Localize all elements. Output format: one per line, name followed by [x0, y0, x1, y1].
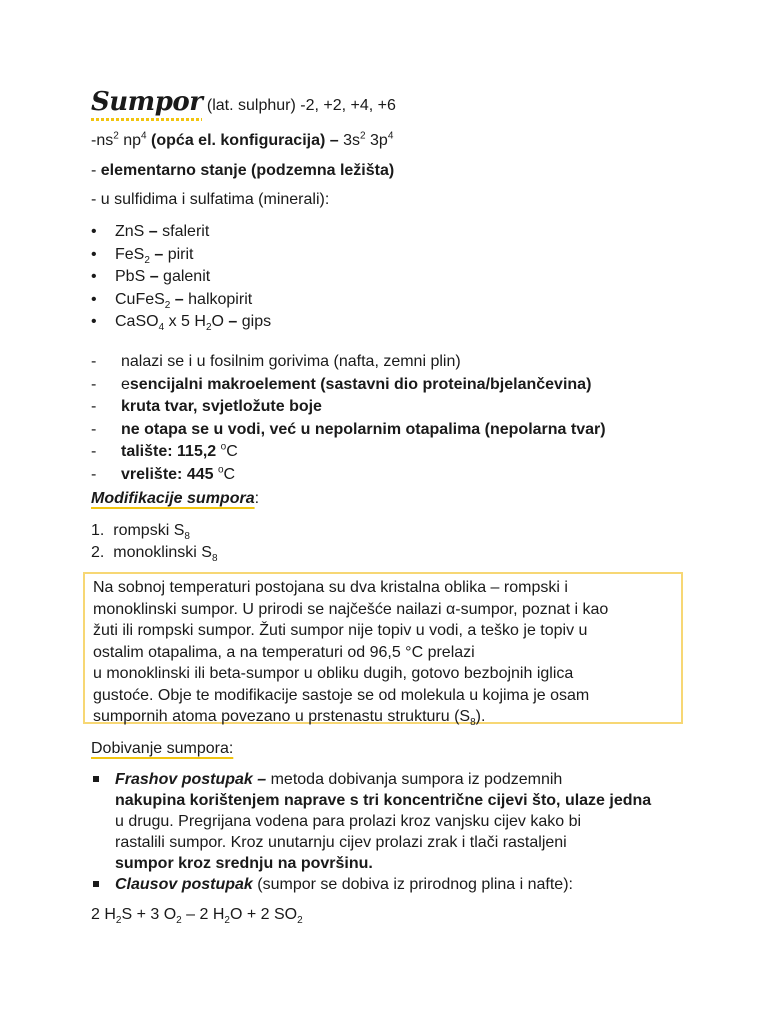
property-item: - esencijalni makroelement (sastavni dio proteina/bjelančevina): [91, 374, 606, 397]
mineral-item: • ZnS – sfalerit: [91, 221, 271, 244]
box-line: sumpornih atoma povezano u prstenastu strukturu $(S_8)$.: [93, 708, 486, 729]
process-name: Frashov postupak –: [115, 771, 267, 788]
property-item: - kruta tvar, svjetložute boje: [91, 396, 606, 419]
mineral-item: • CaSO$_4$ x 5 $H_2O$ – gips: [91, 311, 271, 334]
title-word: Sumpor: [91, 87, 203, 117]
box-line: Na sobnoj temperaturi postojana su dva kristalna oblika – rompski i: [93, 579, 568, 596]
process-name: Clausov postupak: [115, 876, 253, 893]
configuration-line: $-ns^2$ $np^4$ (opća el. konfiguracija) – $3s^2$ $3p^4$: [91, 130, 394, 149]
modifications-list: [91, 520, 218, 564]
mineral-item: • PbS – galenit: [91, 266, 271, 289]
box-line: u monoklinski ili beta-sumpor u obliku dugih, gotovo bezbojnih iglica: [93, 665, 574, 682]
properties-list: [91, 351, 606, 486]
modifications-heading-line: Modifikacije sumpora:: [91, 490, 260, 507]
modification-item: 1. rompski $S_8$: [91, 522, 190, 543]
minerals-list: [91, 221, 271, 334]
property-item: - vrelište: 445 $^o$C: [91, 464, 606, 487]
box-line: žuti ili rompski sumpor. Žuti sumpor nije topiv u vodi, a teško je topiv u: [93, 622, 588, 639]
box-line: ostalim otapalima, a na temperaturi od 96,5 °C prelazi: [93, 643, 475, 661]
modification-item: 2. monoklinski $S_8$: [91, 544, 218, 565]
title-line: [91, 87, 396, 117]
mineral-item: • FeS$_2$ – pirit: [91, 244, 271, 267]
title-rest: (lat. sulphur) -2, +2, +4, +6: [202, 97, 396, 114]
property-item: - ne otapa se u vodi, već u nepolarnim otapalima (nepolarna tvar): [91, 419, 606, 442]
info-box: [83, 572, 683, 729]
property-item: - talište: 115,2 $^o$C: [91, 441, 606, 464]
box-line: gustoće. Obje te modifikacije sastoje se od molekula u kojima je osam: [93, 686, 590, 704]
sulfides-line: - u sulfidima i sulfatima (minerali):: [91, 191, 330, 208]
elemental-state-line: - elementarno stanje (podzemna ležišta): [91, 162, 395, 179]
modifications-heading: Modifikacije sumpora: [91, 490, 255, 507]
box-line: monoklinski sumpor. U prirodi se najčešće nailazi α-sumpor, poznat i kao: [93, 600, 609, 618]
process-frash: Frashov postupak – metoda dobivanja sumpora iz podzemnih nakupina korištenjem naprave s tri koncentrične cijevi što, ulaze jedna u drugu. Pregrijana vodena para prolazi kroz vanjsku cijev kako bi rastalili sumpor. Kroz unutarnju cijev prolazi zrak i tlači rastaljeni sumpor kroz srednju na površinu.: [91, 769, 651, 874]
processes-list: [91, 769, 651, 895]
mineral-item: • CuFeS$_2$ – halkopirit: [91, 289, 271, 312]
property-item: - nalazi se i u fosilnim gorivima (nafta, zemni plin): [91, 351, 606, 374]
production-heading: Dobivanje sumpora:: [91, 740, 234, 757]
claus-reaction-formula: 2 $H_2S + 3$ $O_2 - 2$ $H_2O + 2$ $SO_2$: [91, 906, 303, 927]
process-claus: Clausov postupak (sumpor se dobiva iz prirodnog plina i nafte):: [91, 874, 651, 895]
production-heading-line: [91, 739, 233, 759]
